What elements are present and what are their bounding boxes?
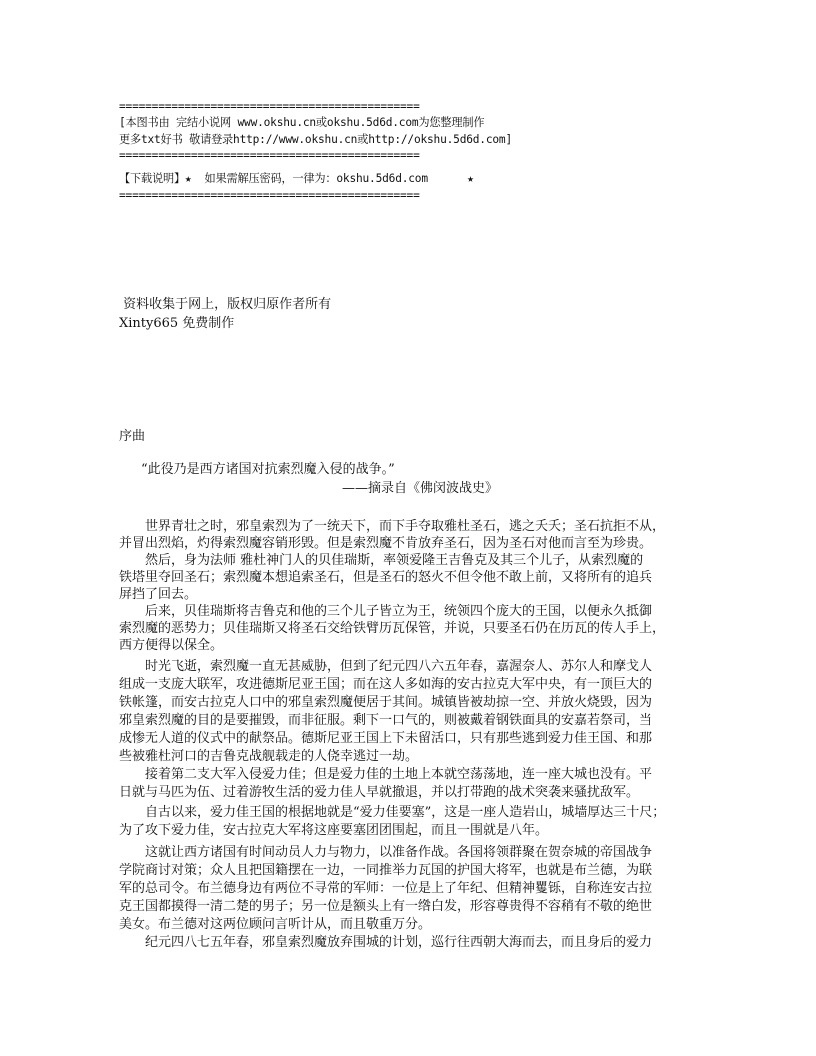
- body-line: 铁塔里夺回圣石；索烈魔本想追索圣石，但是圣石的怒火不但令他不敢上前，又将所有的追兵: [119, 570, 653, 585]
- header-rule-top: ==============================================: [119, 100, 420, 113]
- header-website-line: 更多txt好书 敬请登录http://www.okshu.cn或http://okshu.5d6d.com]: [119, 133, 512, 146]
- body-line: 日就与马匹为伍、过着游牧生活的爱力佳人早就撤退，并以打带跑的战术突袭来骚扰敌军。: [119, 785, 640, 800]
- body-line: 时光飞逝，索烈魔一直无甚威胁，但到了纪元四八六五年春，嘉渥奈人、苏尔人和摩戈人: [145, 659, 653, 674]
- download-note: 【下载说明】★ 如果需解压密码，一律为：okshu.5d6d.com ★: [119, 172, 474, 185]
- chapter-title: 序曲: [119, 429, 146, 444]
- body-line: 为了攻下爱力佳，安古拉克大军将这座要塞团团围起，而且一围就是八年。: [119, 823, 549, 838]
- body-line: 世界青壮之时，邪皇索烈为了一统天下，而下手夺取雅杜圣石，逃之夭夭；圣石抗拒不从，: [145, 519, 666, 534]
- body-line: 这就让西方诸国有时间动员人力与物力，以准备作战。各国将领群聚在贺奈城的帝国战争: [145, 845, 653, 860]
- header-rule-middle: ==============================================: [119, 149, 420, 162]
- body-line: 后来，贝佳瑞斯将吉鲁克和他的三个儿子皆立为王，统领四个庞大的王国，以便永久抵御: [145, 604, 653, 619]
- body-line: 成惨无人道的仪式中的献祭品。德斯尼亚王国上下未留活口，只有那些逃到爱力佳王国、和那: [119, 731, 653, 746]
- producer-credit: Xinty665 免费制作: [119, 316, 235, 331]
- header-publisher-line: [本图书由 完结小说网 www.okshu.cn或okshu.5d6d.com为您整理制作: [119, 116, 485, 129]
- epigraph-source: ——摘录自《佛闵波战史》: [342, 481, 499, 496]
- body-line: 邪皇索烈魔的目的是要摧毁，而非征服。剩下一口气的，则被戴着钢铁面具的安嘉若祭司，当: [119, 713, 653, 728]
- body-line: 索烈魔的恶势力；贝佳瑞斯又将圣石交给铁臂历瓦保管，并说，只要圣石仍在历瓦的传人手上，: [119, 621, 666, 636]
- body-line: 纪元四八七五年春，邪皇索烈魔放弃围城的计划，巡行往西朝大海而去，而且身后的爱力: [145, 935, 653, 950]
- body-line: 并冒出烈焰，灼得索烈魔容销形毁。但是索烈魔不肯放弃圣石，因为圣石对他而言至为珍贵。: [119, 536, 653, 551]
- body-line: 铁帐篷，而安古拉克人口中的邪皇索烈魔便居于其间。城镇皆被劫掠一空、并放火烧毁，因为: [119, 695, 653, 710]
- body-line: 接着第二支大军入侵爱力佳；但是爱力佳的土地上本就空荡荡地，连一座大城也没有。平: [145, 767, 653, 782]
- body-line: 克王国都摸得一清二楚的男子；另一位是额头上有一绺白发，形容尊贵得不容稍有不敬的绝世: [119, 899, 653, 914]
- epigraph-quote: “此役乃是西方诸国对抗索烈魔入侵的战争。”: [141, 462, 395, 477]
- body-line: 西方便得以保全。: [119, 638, 224, 653]
- body-line: 美女。布兰德对这两位顾问言听计从，而且敬重万分。: [119, 917, 432, 932]
- body-line: 军的总司令。布兰德身边有两位不寻常的军师：一位是上了年纪、但精神矍铄，自称连安古拉: [119, 881, 653, 896]
- body-line: 然后，身为法师 雅杜神门人的贝佳瑞斯，率领爱隆王吉鲁克及其三个儿子，从索烈魔的: [145, 553, 644, 568]
- body-line: 学院商讨对策；众人且把国籍摆在一边，一同推举力瓦国的护国大将军，也就是布兰德，为联: [119, 863, 653, 878]
- copyright-note: 资料收集于网上，版权归原作者所有: [119, 297, 332, 312]
- body-line: 些被雅杜河口的吉鲁克战舰载走的人侥幸逃过一劫。: [119, 749, 419, 764]
- body-line: 组成一支庞大联军，攻进德斯尼亚王国；而在这人多如海的安古拉克大军中央，有一顶巨大的: [119, 677, 653, 692]
- body-line: 屏挡了回去。: [119, 587, 198, 602]
- header-rule-bottom: ==============================================: [119, 189, 420, 202]
- body-line: 自古以来，爱力佳王国的根据地就是“爱力佳要塞”，这是一座人造岩山，城墙厚达三十尺；: [145, 805, 666, 820]
